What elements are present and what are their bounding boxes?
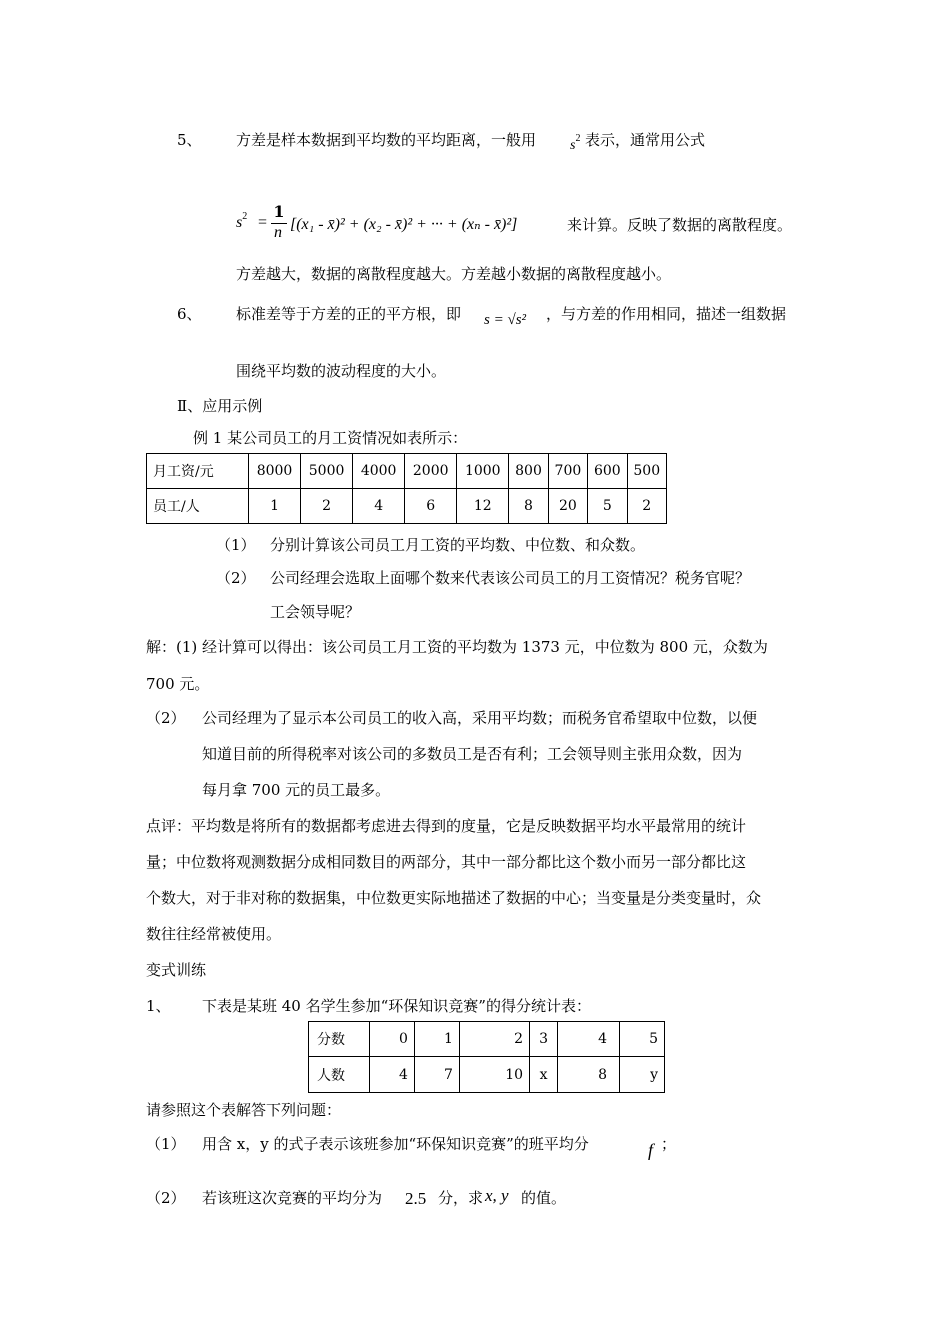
comment-line3: 个数大，对于非对称的数据集，中位数更实际地描述了数据的中心；当变量是分类变量时，众 (146, 889, 762, 907)
table-cell: 2 (459, 1022, 529, 1057)
q2-text-a: 公司经理会选取上面哪个数来代表该公司员工的月工资情况？税务官呢？ (270, 569, 751, 587)
table-cell: 1 (414, 1022, 459, 1057)
solution2-line3: 每月拿 700 元的员工最多。 (202, 781, 391, 799)
table-cell: 分数 (309, 1022, 370, 1057)
table-cell: x (530, 1057, 558, 1093)
problem1-number: 1、 (146, 997, 171, 1015)
table-cell: 4000 (353, 454, 405, 489)
table-cell: 1000 (457, 454, 509, 489)
item5-number: 5、 (177, 131, 202, 149)
vq2-text-b: 分，求 (438, 1189, 484, 1207)
vq1-text-a: 用含 x，y 的式子表示该班参加“环保知识竞赛”的班平均分 (202, 1135, 589, 1153)
salary-table (146, 453, 667, 524)
solution2-number: （2） (146, 709, 186, 727)
table-cell: 2 (301, 489, 353, 524)
table-cell: 1 (249, 489, 301, 524)
q2-number: （2） (216, 569, 256, 587)
comment-line1: 点评：平均数是将所有的数据都考虑进去得到的度量，它是反映数据平均水平最常用的统计 (146, 817, 747, 835)
problem1-text: 下表是某班 40 名学生参加“环保知识竞赛”的得分统计表： (202, 997, 591, 1015)
item6-number: 6、 (177, 305, 202, 323)
vq2-text-c: 的值。 (521, 1189, 567, 1207)
table-cell: 10 (459, 1057, 529, 1093)
vq2-value: 2.5 (405, 1189, 427, 1208)
item5-line3: 方差越大，数据的离散程度越大。方差越小数据的离散程度越小。 (236, 265, 672, 283)
q1-number: （1） (216, 536, 256, 554)
table-cell: 员工/人 (147, 489, 249, 524)
table-cell: 8 (558, 1057, 620, 1093)
table-row (147, 454, 667, 489)
table-cell: 4 (353, 489, 405, 524)
score-table (308, 1021, 665, 1093)
table-row (309, 1022, 665, 1057)
table-cell: 8 (509, 489, 548, 524)
table-cell: 5 (588, 489, 627, 524)
table-cell: 600 (588, 454, 627, 489)
table-cell: 20 (548, 489, 587, 524)
table-cell: 2000 (405, 454, 457, 489)
table-cell: 3 (530, 1022, 558, 1057)
vq2-number: （2） (146, 1189, 186, 1207)
table-cell: 0 (370, 1022, 415, 1057)
table-cell: 4 (558, 1022, 620, 1057)
table-cell: 4 (370, 1057, 415, 1093)
table-cell: 月工资/元 (147, 454, 249, 489)
comment-line4: 数往往经常被使用。 (146, 925, 282, 943)
q1-text: 分别计算该公司员工月工资的平均数、中位数、和众数。 (270, 536, 646, 554)
item5-text-b: 表示，通常用公式 (585, 131, 706, 149)
table-cell: 2 (627, 489, 666, 524)
vq2-text-a: 若该班这次竞赛的平均分为 (202, 1189, 383, 1207)
comment-line2: 量；中位数将观测数据分成相同数目的两部分，其中一部分都比这个数小而另一部分都比这 (146, 853, 747, 871)
table-row (147, 489, 667, 524)
table-row (309, 1057, 665, 1093)
table-cell: 7 (414, 1057, 459, 1093)
table-cell: 8000 (249, 454, 301, 489)
variant-title: 变式训练 (146, 961, 207, 979)
item6-text-a: 标准差等于方差的正的平方根，即 (236, 305, 462, 323)
section-title: Ⅱ、应用示例 (177, 397, 263, 415)
solution2-line1: 公司经理为了显示本公司员工的收入高，采用平均数；而税务官希望取中位数，以便 (202, 709, 758, 727)
vq2-vars: x, y (485, 1186, 509, 1205)
table-cell: y (619, 1057, 664, 1093)
example1-intro: 例 1 某公司员工的月工资情况如表所示： (193, 429, 468, 447)
table-cell: 5000 (301, 454, 353, 489)
vq1-text-b: ； (661, 1135, 677, 1153)
solution-line2: 700 元。 (146, 675, 210, 693)
table-cell: 500 (627, 454, 666, 489)
vq1-symbol: f (648, 1140, 654, 1160)
solution-line1: 解：(1) 经计算可以得出：该公司员工月工资的平均数为 1373 元，中位数为 800 元，众数为 (146, 638, 768, 656)
item6-text-b: ，与方差的作用相同，描述一组数据 (546, 305, 787, 323)
table-cell: 5 (619, 1022, 664, 1057)
q2-text-b: 工会领导呢？ (270, 603, 361, 621)
table-cell: 700 (548, 454, 587, 489)
solution2-line2: 知道目前的所得税率对该公司的多数员工是否有利；工会领导则主张用众数，因为 (202, 745, 743, 763)
table-cell: 800 (509, 454, 548, 489)
table-cell: 人数 (309, 1057, 370, 1093)
sd-formula: s = √s² (484, 312, 527, 328)
item5-formula-tail: 来计算。反映了数据的离散程度。 (567, 216, 793, 234)
table-cell: 6 (405, 489, 457, 524)
item6-line2: 围绕平均数的波动程度的大小。 (236, 362, 447, 380)
item5-symbol: $s^2$ (570, 133, 581, 153)
item5-text-a: 方差是样本数据到平均数的平均距离，一般用 (236, 131, 537, 149)
reference-text: 请参照这个表解答下列问题： (146, 1101, 342, 1119)
vq1-number: （1） (146, 1135, 186, 1153)
table-cell: 12 (457, 489, 509, 524)
